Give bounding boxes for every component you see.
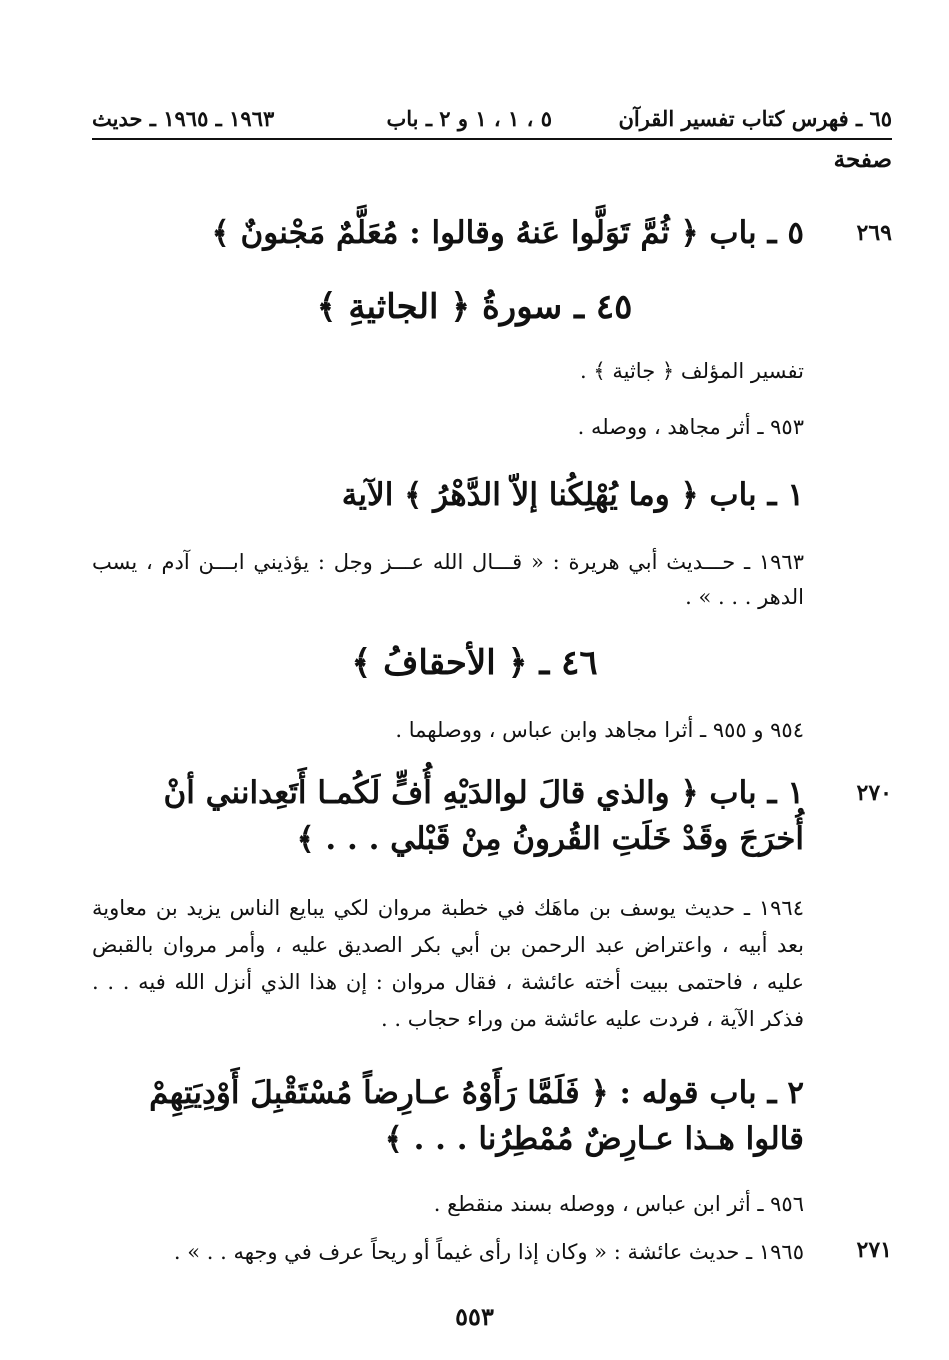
surah-heading-45: ٤٥ ـ سورةُ ﴿ الجاثيةِ ﴾ — [316, 287, 633, 327]
hadith-1964: ١٩٦٤ ـ حديث يوسف بن ماهَك في خطبة مروان لكي يبايع الناس يزيد بن معاوية بعد أبيه ، واعتراض عبد الرحمن بن أبي بكر الصديق عليه ، وأمر مروان بالقبض عليه ، فاحتمى ببيت أخته عائشة ، فقال مروان : إن هذا الذي أنزل الله فيه . . . فذكر الآية ، فردت عليه عائشة من وراء حجاب . . — [92, 896, 804, 1031]
athar-954-955: ٩٥٤ و ٩٥٥ ـ أثرا مجاهد وابن عباس ، ووصلهما . — [395, 718, 804, 742]
header-book-title: ٦٥ ـ فهرس كتاب تفسير القرآن — [618, 106, 892, 131]
page-ref-270: ٢٧٠ — [856, 780, 892, 806]
chapter-heading-bab5: ٥ ـ باب ﴿ ثُمَّ تَوَلَّوا عَنهُ وقالوا : مُعَلَّمٌ مَجْنونٌ ﴾ — [211, 215, 804, 251]
chapter-heading-bab1b: ١ ـ باب ﴿ والذي قالَ لوالدَيْهِ أُفٍّ لَكُمـا أَتَعِدانني أنْ أُخرَجَ وقَدْ خَلَتِ القُرونُ مِنْ قَبْلي . . . ﴾ — [163, 775, 804, 857]
page-ref-269: ٢٦٩ — [856, 220, 892, 246]
athar-953: ٩٥٣ ـ أثر مجاهد ، ووصله . — [577, 415, 804, 439]
chapter-heading-bab1a: ١ ـ باب ﴿ وما يُهْلِكُنا إلاّ الدَّهْرُ ﴾ الآية — [341, 477, 804, 513]
running-header — [92, 104, 892, 140]
header-chapters: ٥ ، ١ ، ١ و ٢ ـ باب — [386, 106, 552, 131]
hadith-1965: ١٩٦٥ ـ حديث عائشة : « وكان إذا رأى غيماً أو ريحاً عرف في وجهه . . » . — [173, 1240, 804, 1264]
page-column-label: صفحة — [833, 146, 892, 173]
page-ref-271: ٢٧١ — [856, 1237, 892, 1263]
author-tafsir-note: تفسير المؤلف ﴿ جاثية ﴾ . — [580, 359, 804, 383]
chapter-heading-bab2: ٢ ـ باب قوله : ﴿ فَلَمَّا رَأَوْهُ عـارِضاً مُسْتَقْبِلَ أَوْدِيَتِهِمْ قالوا هـذا عـارِضٌ مُمْطِرُنا . . . ﴾ — [149, 1075, 804, 1157]
hadith-1963: ١٩٦٣ ـ حـــديث أبي هريرة : « قـــال الله عـــز وجل : يؤذيني ابـــن آدم ، يسب الدهر . . . » . — [92, 550, 804, 609]
page-number: ٥٥٣ — [455, 1302, 494, 1331]
header-hadith-range: ١٩٦٣ ـ ١٩٦٥ ـ حديث — [92, 106, 275, 131]
athar-956: ٩٥٦ ـ أثر ابن عباس ، ووصله بسند منقطع . — [433, 1192, 804, 1216]
surah-heading-46: ٤٦ ـ ﴿ الأحقافُ ﴾ — [351, 643, 598, 683]
